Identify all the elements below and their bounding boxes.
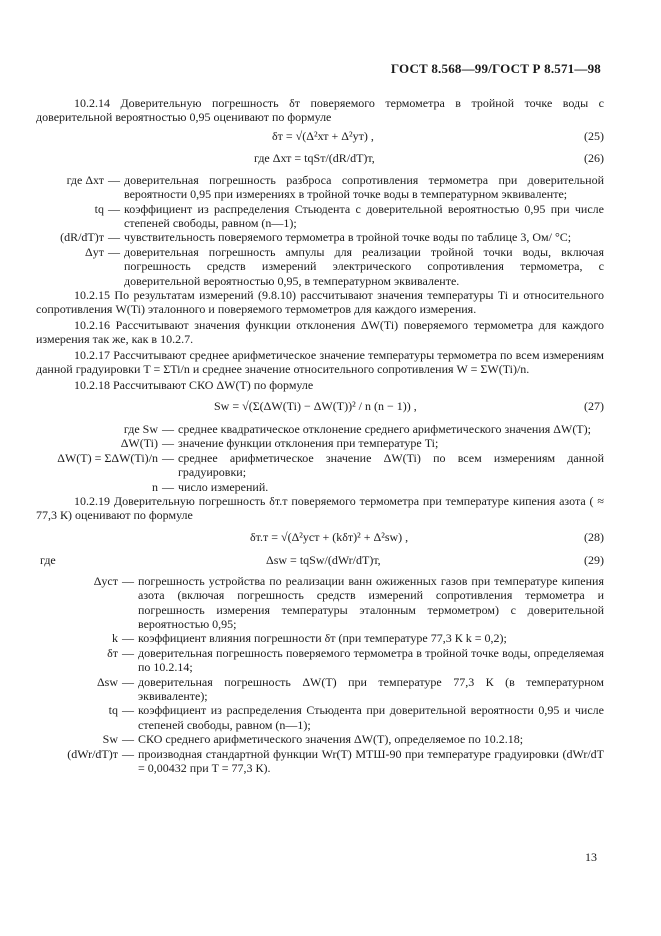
formula-26-text: где Δхт = tqSт/(dR/dT)т,	[254, 150, 375, 165]
definition-row	[36, 480, 604, 494]
definition-term: k	[112, 631, 118, 646]
formula-28-text: δт.т = √(Δ²уст + (kδт)² + Δ²sw) ,	[250, 529, 409, 544]
definition-row	[36, 574, 604, 632]
definition-row	[36, 436, 604, 450]
definitions-list-3	[36, 574, 604, 776]
definition-term: tq	[94, 201, 104, 216]
page-content	[36, 96, 604, 775]
definitions-list-1	[36, 173, 604, 288]
definition-row	[36, 631, 604, 645]
definition-term: Δут	[85, 244, 104, 259]
definition-dash: —	[122, 631, 134, 646]
definition-row	[36, 173, 604, 202]
definitions-list-2	[36, 422, 604, 494]
definition-dash: —	[162, 479, 174, 494]
para-10-2-18: 10.2.18 Рассчитывают СКО ΔW(T) по формуле	[74, 377, 314, 392]
definition-dash: —	[162, 436, 174, 451]
definition-text: СКО среднего арифметического значения ΔW(T), определяемое по 10.2.18;	[138, 732, 524, 747]
definition-dash: —	[108, 244, 120, 259]
definition-term: (dR/dT)т	[60, 230, 104, 245]
formula-29-text: Δsw = tqSw/(dWr/dT)т,	[266, 552, 381, 567]
definition-row	[36, 245, 604, 288]
definition-row	[36, 422, 604, 436]
definition-text: погрешность устройства по реализации ванн ожиженных газов при температуре кипения азота (включая погрешность средств измерений сопротивления термометра и погрешность измерения температуры эталонным термометром) с доверительной вероятностью 0,95;	[138, 573, 604, 631]
formula-25-text: δт = √(Δ²хт + Δ²ут) ,	[272, 128, 374, 143]
page-number: 13	[585, 850, 597, 864]
definition-dash: —	[162, 450, 174, 465]
definition-term: где Δхт	[66, 172, 104, 187]
definition-row	[36, 646, 604, 675]
definition-text: доверительная погрешность поверяемого термометра в тройной точке воды, определяемая по 10.2.14;	[138, 645, 604, 675]
formula-29	[36, 550, 604, 574]
definition-dash: —	[122, 746, 134, 761]
formula-29-where: где	[40, 552, 56, 567]
formula-27-number: (27)	[584, 398, 604, 413]
definition-term: ΔW(T) = ΣΔW(Ti)/n	[57, 450, 158, 465]
definition-text: коэффициент из распределения Стьюдента при доверительной вероятности 0,95 и числе степеней свободы, равном (n—1);	[138, 703, 604, 732]
definition-row	[36, 675, 604, 704]
definition-term: δт	[107, 645, 118, 660]
para-10-2-15: 10.2.15 По результатам измерений (9.8.10) рассчитывают значения температуры Ti и относительного сопротивления W(Ti) эталонного и поверяемого термометров для каждого измерения.	[36, 288, 604, 317]
definition-dash: —	[108, 230, 120, 245]
para-10-2-14: 10.2.14 Доверительную погрешность δт поверяемого термометра в тройной точке воды с доверительной вероятностью 0,95 оценивают по формуле	[36, 96, 604, 125]
formula-26-number: (26)	[584, 150, 604, 165]
definition-text: доверительная погрешность разброса сопротивления термометра при доверительной вероятности 0,95 при измерениях в тройной точке воды в температурном эквиваленте;	[124, 172, 604, 202]
definition-term: tq	[108, 703, 118, 718]
page-header: ГОСТ 8.568—99/ГОСТ Р 8.571—98	[390, 61, 601, 76]
definition-text: чувствительность поверяемого термометра в тройной точке воды по таблице 3, Ом/ °С;	[124, 230, 572, 245]
definition-dash: —	[122, 703, 134, 718]
definition-text: доверительная погрешность ампулы для реализации тройной точки воды, включая погрешность средств измерений электрического сопротивления термометра, с доверительной вероятностью 0,95, в температурном эквиваленте.	[124, 244, 604, 288]
definition-row	[36, 747, 604, 776]
definition-row	[36, 202, 604, 231]
definition-term: (dWr/dT)т	[67, 746, 118, 761]
definition-text: среднее арифметическое значение ΔW(Ti) по всем измерениям данной градуировки;	[178, 450, 604, 480]
definition-dash: —	[122, 573, 134, 588]
formula-25	[36, 126, 604, 148]
definition-term: Δsw	[96, 674, 118, 689]
definition-row	[36, 230, 604, 244]
definition-row	[36, 732, 604, 746]
definition-text: производная стандартной функции Wr(T) МТШ-90 при температуре градуировки (dWr/dT = 0,00432 при T = 77,3 К).	[138, 746, 604, 776]
para-10-2-19: 10.2.19 Доверительную погрешность δт.т поверяемого термометра при температуре кипения азота ( ≈ 77,3 К) оценивают по формуле	[36, 493, 604, 523]
formula-25-number: (25)	[584, 128, 604, 143]
formula-28	[36, 524, 604, 550]
definition-dash: —	[108, 201, 120, 216]
definition-dash: —	[108, 172, 120, 187]
formula-29-number: (29)	[584, 552, 604, 567]
definition-text: коэффициент влияния погрешности δт (при температуре 77,3 К k = 0,2);	[138, 631, 507, 646]
definition-text: значение функции отклонения при температуре Ti;	[178, 436, 439, 451]
para-10-2-17: 10.2.17 Рассчитывают среднее арифметическое значение температуры термометра по всем измерениям данной градуировки T = ΣTi/n и среднее значение относительного сопротивления W = ΣW(Ti)/n.	[36, 347, 604, 377]
definition-dash: —	[122, 732, 134, 747]
formula-27	[36, 393, 604, 419]
definition-dash: —	[122, 645, 134, 660]
definition-term: где Sw	[123, 421, 158, 436]
definition-text: среднее квадратическое отклонение среднего арифметического значения ΔW(T);	[178, 421, 591, 436]
definition-dash: —	[122, 674, 134, 689]
definition-text: число измерений.	[178, 479, 269, 494]
definition-term: Sw	[102, 732, 118, 747]
definition-term: n	[152, 479, 158, 494]
definition-dash: —	[162, 421, 174, 436]
formula-28-number: (28)	[584, 529, 604, 544]
definition-row	[36, 703, 604, 732]
definition-text: доверительная погрешность ΔW(T) при температуре 77,3 К (в температурном эквиваленте);	[138, 674, 604, 703]
definition-term: Δуст	[93, 573, 118, 588]
formula-27-text: Sw = √(Σ(ΔW(Ti) − ΔW(T))² / n (n − 1)) ,	[214, 398, 417, 413]
definition-row	[36, 451, 604, 480]
formula-26	[36, 148, 604, 170]
definition-term: ΔW(Ti)	[120, 436, 158, 451]
definition-text: коэффициент из распределения Стьюдента с доверительной вероятностью 0,95 при числе степеней свободы, равном (n—1);	[124, 201, 604, 231]
para-10-2-16: 10.2.16 Рассчитывают значения функции отклонения ΔW(Ti) поверяемого термометра для каждого измерения так же, как в 10.2.7.	[36, 317, 604, 347]
